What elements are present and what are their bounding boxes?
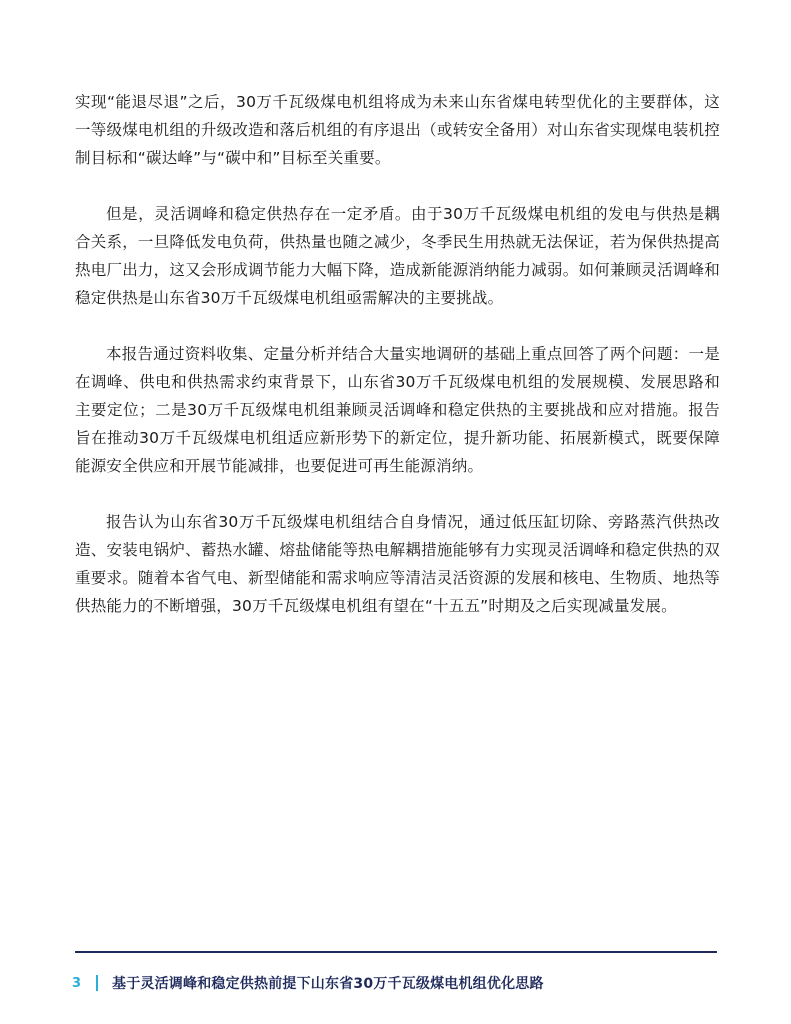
paragraph-3: 本报告通过资料收集、定量分析并结合大量实地调研的基础上重点回答了两个问题：一是在调峰、供电和供热需求约束背景下，山东省30万千瓦级煤电机组的发展规模、发展思路和主要定位；二是30万千瓦级煤电机组兼顾灵活调峰和稳定供热的主要挑战和应对措施。报告旨在推动30万千瓦级煤电机组适应新形势下的新定位，提升新功能、拓展新模式，既要保障能源安全供应和开展节能减排，也要促进可再生能源消纳。 (75, 345, 720, 475)
paragraph-1: 实现“能退尽退”之后，30万千瓦级煤电机组将成为未来山东省煤电转型优化的主要群体，这一等级煤电机组的升级改造和落后机组的有序退出（或转安全备用）对山东省实现煤电装机控制目标和“碳达峰”与“碳中和”目标至关重要。 (75, 93, 720, 167)
page-number: 3 (72, 975, 82, 991)
footer (72, 972, 544, 994)
footer-rule (75, 951, 717, 953)
paragraph-4: 报告认为山东省30万千瓦级煤电机组结合自身情况，通过低压缸切除、旁路蒸汽供热改造、安装电锅炉、蓄热水罐、熔盐储能等热电解耦措施能够有力实现灵活调峰和稳定供热的双重要求。随着本省气电、新型储能和需求响应等清洁灵活资源的发展和核电、生物质、地热等供热能力的不断增强，30万千瓦级煤电机组有望在“十五五”时期及之后实现减量发展。 (75, 513, 720, 615)
footer-divider (96, 975, 98, 991)
paragraph-2: 但是，灵活调峰和稳定供热存在一定矛盾。由于30万千瓦级煤电机组的发电与供热是耦合关系，一旦降低发电负荷，供热量也随之减少，冬季民生用热就无法保证，若为保供热提高热电厂出力，这又会形成调节能力大幅下降，造成新能源消纳能力减弱。如何兼顾灵活调峰和稳定供热是山东省30万千瓦级煤电机组亟需解决的主要挑战。 (75, 205, 720, 307)
footer-report-title: 基于灵活调峰和稳定供热前提下山东省30万千瓦级煤电机组优化思路 (112, 976, 544, 992)
body-text (75, 88, 720, 648)
